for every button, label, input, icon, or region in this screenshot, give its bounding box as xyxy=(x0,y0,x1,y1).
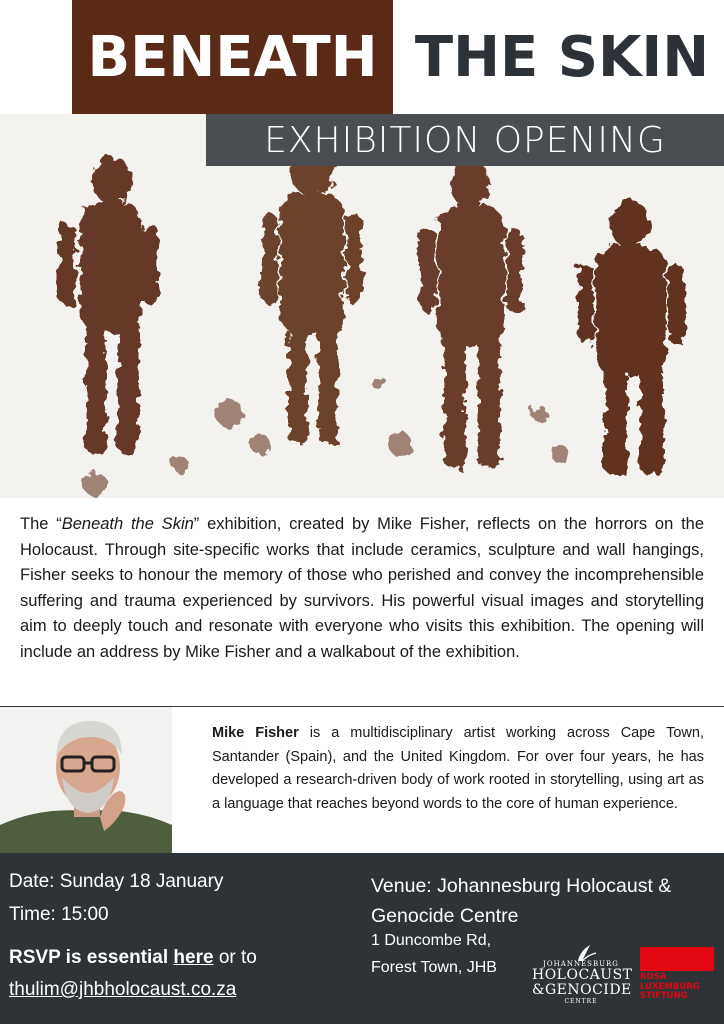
desc-body: ” exhibition, created by Mike Fisher, reflects on the horrors on the Holocaust. Through site-specific works that include ceramics, sculpture and wall hangings, Fisher seeks to honour the memory of those who perished and convey the incomprehensible suffering and trauma experienced by survivors. His powerful visual images and storytelling aim to deeply touch and resonate with everyone who visits this exhibition. The opening will include an address by Mike Fisher and a walkabout of the exhibition. xyxy=(20,515,705,661)
artist-portrait xyxy=(0,707,172,853)
desc-title-italic: Beneath the Skin xyxy=(61,515,194,533)
jhgc-logo-line4: CENTRE xyxy=(564,998,598,1005)
rsvp-bold xyxy=(9,947,214,968)
title-the-skin: THE SKIN xyxy=(414,24,710,90)
artist-bio xyxy=(212,722,704,816)
desc-prefix: The “ xyxy=(20,515,62,533)
rosa-luxemburg-logo xyxy=(640,947,716,1007)
jhgc-logo-line2: HOLOCAUST xyxy=(532,967,633,983)
rsvp-line xyxy=(9,947,257,969)
event-footer xyxy=(0,853,724,1024)
rosa-logo-line3: STIFTUNG xyxy=(640,991,688,1001)
rosa-logo-text xyxy=(640,973,720,1002)
title-beneath: BENEATH xyxy=(72,0,393,114)
rsvp-here-link[interactable]: here xyxy=(173,947,214,968)
artist-bio-text: is a multidisciplinary artist working across Cape Town, Santander (Spain), and the United Kingdom. For over four years, he has developed a research-driven body of work rooted in storytelling, using art as a language that reaches beyond words to the core of human experience. xyxy=(212,725,704,812)
rosa-logo-line1: ROSA xyxy=(640,972,667,982)
jhgc-logo xyxy=(532,943,633,1009)
artist-name: Mike Fisher xyxy=(212,725,299,741)
jhgc-logo-line3: &GENOCIDE xyxy=(532,982,632,998)
event-time: Time: 15:00 xyxy=(9,904,109,925)
jhgc-logo-line1: JOHANNESBURG xyxy=(543,960,619,968)
rsvp-email-link[interactable]: thulim@jhbholocaust.co.za xyxy=(9,979,237,1000)
address-line-2: Forest Town, JHB xyxy=(371,959,497,976)
rosa-logo-red-block xyxy=(640,947,714,971)
exhibition-description xyxy=(20,512,704,666)
subtitle-exhibition-opening: EXHIBITION OPENING xyxy=(206,114,724,166)
hero-artwork-image xyxy=(0,114,724,498)
rosa-logo-line2: LUXEMBURG xyxy=(640,981,700,992)
rsvp-label: RSVP is essential xyxy=(9,947,174,968)
venue: Venue: Johannesburg Holocaust & Genocide Centre xyxy=(371,875,672,927)
rsvp-tail: or to xyxy=(213,947,257,968)
address-line-1: 1 Duncombe Rd, xyxy=(371,932,492,949)
event-date: Date: Sunday 18 January xyxy=(9,871,224,892)
